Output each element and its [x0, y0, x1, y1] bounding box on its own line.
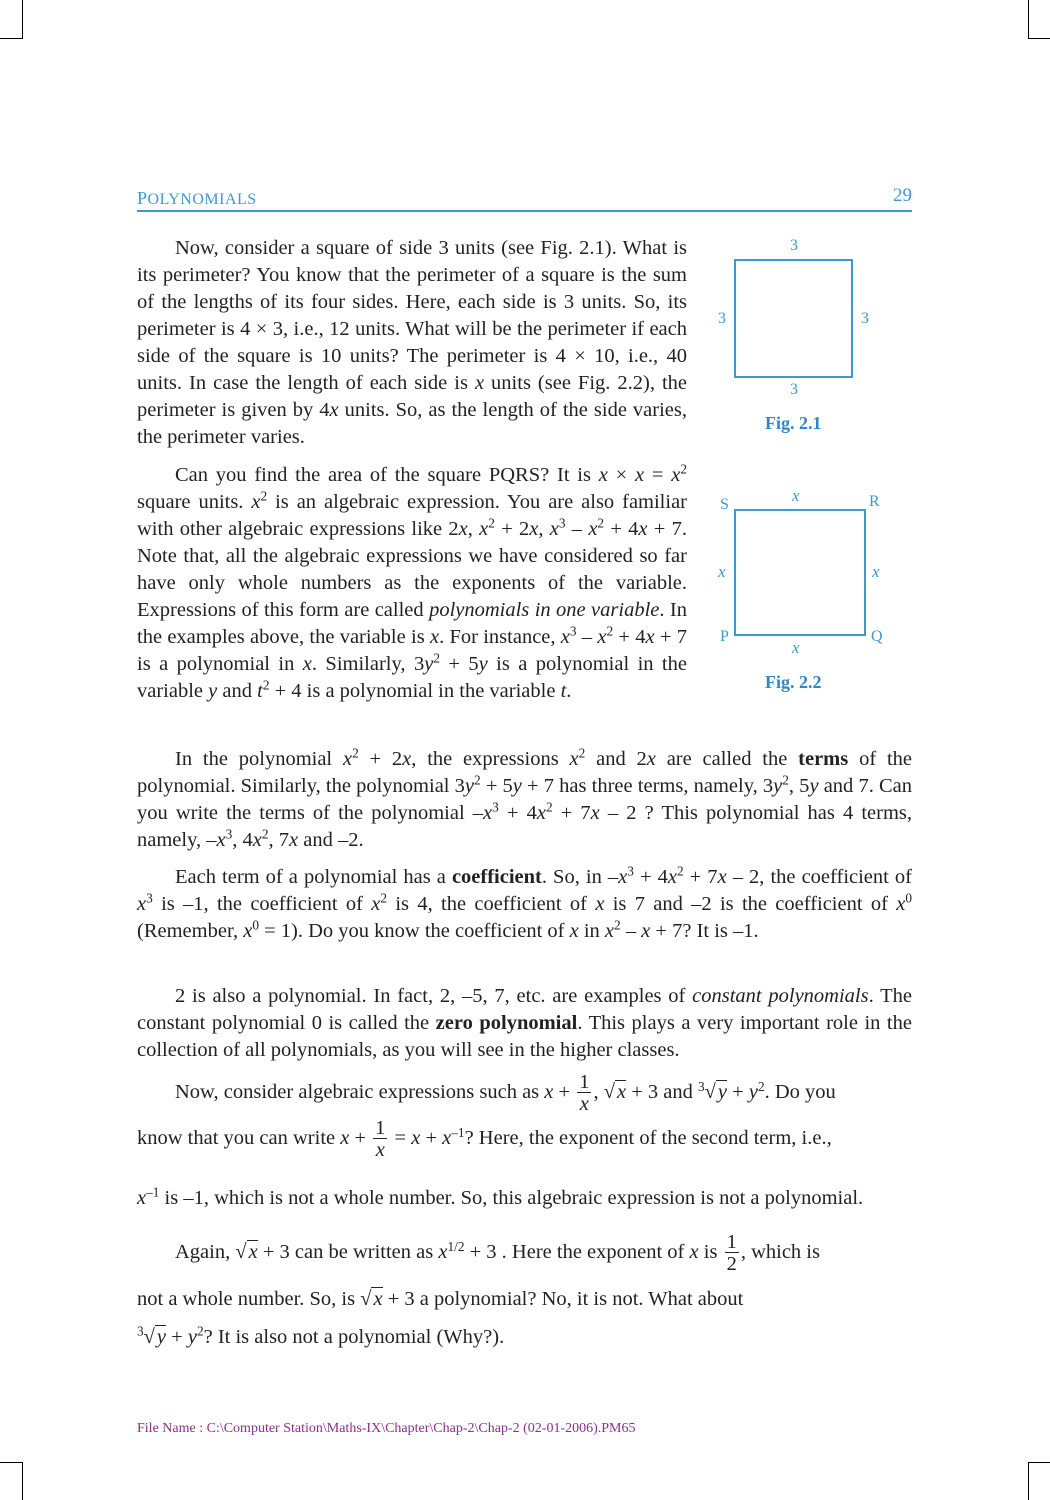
header-rule — [137, 210, 912, 212]
crop-mark-top-left-v — [22, 0, 23, 39]
paragraph-constant-polynomials: 2 is also a polynomial. In fact, 2, –5, 7, etc. are examples of constant polynomials. The constant polynomial 0 is called the zero polynomial. This plays a very important role in the collection of all polynomials, as you will see in the higher classes. — [137, 985, 913, 1061]
crop-mark-bottom-right — [1028, 1462, 1050, 1463]
line-again-sqrt: Again, √x + 3 can be written as $x^{1/2} + 3$ . Here the exponent of x is $\frac{1}{2}$ , which is — [175, 1231, 820, 1275]
line-know-write: know that you can write x + $\frac{1}{x}$ = $x + x^{-1}$? Here, the exponent of the second term, i.e., — [137, 1117, 832, 1161]
fig1-caption: Fig. 2.1 — [765, 413, 822, 433]
figure-square-3 — [730, 255, 860, 385]
crop-mark-bottom-left-v — [22, 1462, 23, 1500]
paragraph-square-area: Can you find the area of the square PQRS? It is $x \times x = x^2$ square units. $x^2$ is an algebraic expression. You are also familiar with other algebraic expressions like 2x, $x^2 + 2x$, $x^3 - x^2 + 4x + 7$. Note that, all the algebraic expressions we have considered so far have only whole numbers as the exponents of the variable. Expressions of this form are called polynomials in one variable. In the examples above, the variable is x. For instance, $x^3 - x^2 + 4x + 7$ is a polynomial in x. Similarly, $3y^2 + 5y$ is a polynomial in the variable y and $t^2 + 4$ is a polynomial in the variable t. — [137, 461, 687, 702]
fig2-bottom-label: x — [792, 638, 800, 657]
figure-square-pqrs — [730, 505, 870, 640]
fig2-right-label: x — [872, 562, 880, 581]
fig1-right-label: 3 — [861, 310, 869, 327]
file-name-footer: File Name : C:\Computer Station\Maths-IX\Chapter\Chap-2\Chap-2 (02-01-2006).PM65 — [137, 1421, 636, 1436]
line-consider-expressions: Now, consider algebraic expressions such as x + $\frac{1}{x}$ , √x + 3 and $^3√y + y^2$. Do you — [175, 1071, 836, 1115]
fig2-vertex-r: R — [869, 493, 880, 510]
crop-mark-bottom-left — [0, 1462, 22, 1463]
fig1-bottom-label: 3 — [790, 381, 798, 398]
running-header: POLYNOMIALS — [137, 188, 257, 208]
fig2-top-label: x — [792, 486, 800, 505]
crop-mark-top-right — [1028, 38, 1050, 39]
crop-mark-bottom-right-v — [1028, 1462, 1029, 1500]
crop-mark-top-right-v — [1028, 0, 1029, 39]
fig2-left-label: x — [718, 562, 726, 581]
paragraph-terms: In the polynomial $x^2 + 2x$, the expressions $x^2$ and 2x are called the terms of the polynomial. Similarly, the polynomial $3y^2 + 5y + 7$ has three terms, namely, $3y^2$, 5y and 7. Can you write the terms of the polynomial $-x^3 + 4x^2 + 7x - 2$ ? This polynomial has 4 terms, namely, $-x^3$, $4x^2$, 7x and –2. — [137, 745, 913, 851]
line-not-whole-number-2: not a whole number. So, is √x + 3 a polynomial? No, it is not. What about — [137, 1288, 744, 1310]
fig2-vertex-q: Q — [871, 628, 883, 645]
paragraph-perimeter: Now, consider a square of side 3 units (see Fig. 2.1). What is its perimeter? You know that the perimeter of a square is the sum of the lengths of its four sides. Here, each side is 3 units. So, its perimeter is 4 × 3, i.e., 12 units. What will be the perimeter if each side of the square is 10 units? The perimeter is 4 × 10, i.e., 40 units. In case the length of each side is x units (see Fig. 2.2), the perimeter is given by 4x units. So, as the length of the side varies, the perimeter varies. — [137, 237, 688, 448]
fig1-left-label: 3 — [718, 310, 726, 327]
line-cube-root: $^3√y + y^2$? It is also not a polynomial (Why?). — [137, 1323, 505, 1348]
line-not-whole-number: $x^{-1}$ is –1, which is not a whole number. So, this algebraic expression is not a polynomial. — [137, 1184, 864, 1209]
fig2-caption: Fig. 2.2 — [765, 672, 822, 692]
paragraph-coefficient: Each term of a polynomial has a coefficient. So, in $-x^3 + 4x^2 + 7x - 2$, the coefficient of $x^3$ is –1, the coefficient of $x^2$ is 4, the coefficient of x is 7 and –2 is the coefficient of $x^0$ (Remember, $x^0 = 1$). Do you know the coefficient of x in $x^2 - x + 7$? It is –1. — [137, 863, 913, 942]
fig1-top-label: 3 — [790, 237, 798, 254]
crop-mark-top-left — [0, 38, 22, 39]
fig2-vertex-p: P — [720, 628, 729, 645]
page-number: 29 — [893, 185, 912, 206]
fig2-vertex-s: S — [720, 496, 729, 513]
